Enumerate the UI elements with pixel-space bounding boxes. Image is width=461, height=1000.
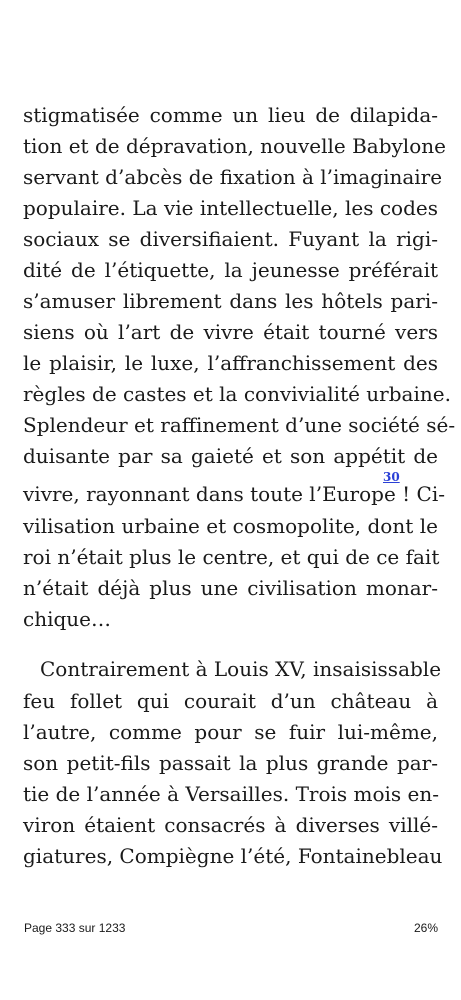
text-line: le plaisir, le luxe, l’affranchissement des [23, 351, 438, 375]
reading-progress: 26% [413, 921, 438, 935]
text-line: dité de l’étiquette, la jeunesse préférait [23, 258, 438, 282]
text-line: viron étaient consacrés à diverses villé- [23, 813, 438, 837]
text-line: s’amuser librement dans les hôtels pari- [23, 289, 438, 313]
text-line: Splendeur et raffinement d’une société sé- [23, 413, 456, 437]
text-line: règles de castes et la convivialité urbaine. [23, 382, 451, 406]
text-line: vivre, rayonnant dans toute l’Europe ! Ci- [23, 482, 445, 506]
text-line: tion et de dépravation, nouvelle Babylone [23, 134, 446, 158]
text-line: chique… [23, 607, 111, 631]
text-line: sociaux se diversifiaient. Fuyant la rigi- [23, 227, 438, 251]
text-line: l’autre, comme pour se fuir lui-même, [23, 720, 438, 744]
text-line: giatures, Compiègne l’été, Fontainebleau [23, 844, 443, 868]
text-line: siens où l’art de vivre était tourné vers [23, 320, 438, 344]
footnote-link[interactable]: 30 [383, 470, 400, 484]
text-line: duisante par sa gaieté et son appétit de [23, 444, 438, 468]
text-line: tie de l’année à Versailles. Trois mois en- [23, 782, 440, 806]
text-line: Contrairement à Louis XV, insaisissable [40, 657, 442, 681]
text-line: son petit-fils passait la plus grande par- [23, 751, 438, 775]
text-line: populaire. La vie intellectuelle, les codes [23, 196, 438, 220]
text-line: feu follet qui courait d’un château à [23, 689, 438, 713]
text-line: stigmatisée comme un lieu de dilapida- [23, 103, 438, 127]
text-line: roi n’était plus le centre, et qui de ce fait [23, 545, 440, 569]
text-line: vilisation urbaine et cosmopolite, dont le [23, 514, 438, 538]
text-line: servant d’abcès de fixation à l’imaginaire [23, 165, 443, 189]
page-number-label: Page 333 sur 1233 [24, 921, 126, 935]
text-line: n’était déjà plus une civilisation monar- [23, 576, 438, 600]
